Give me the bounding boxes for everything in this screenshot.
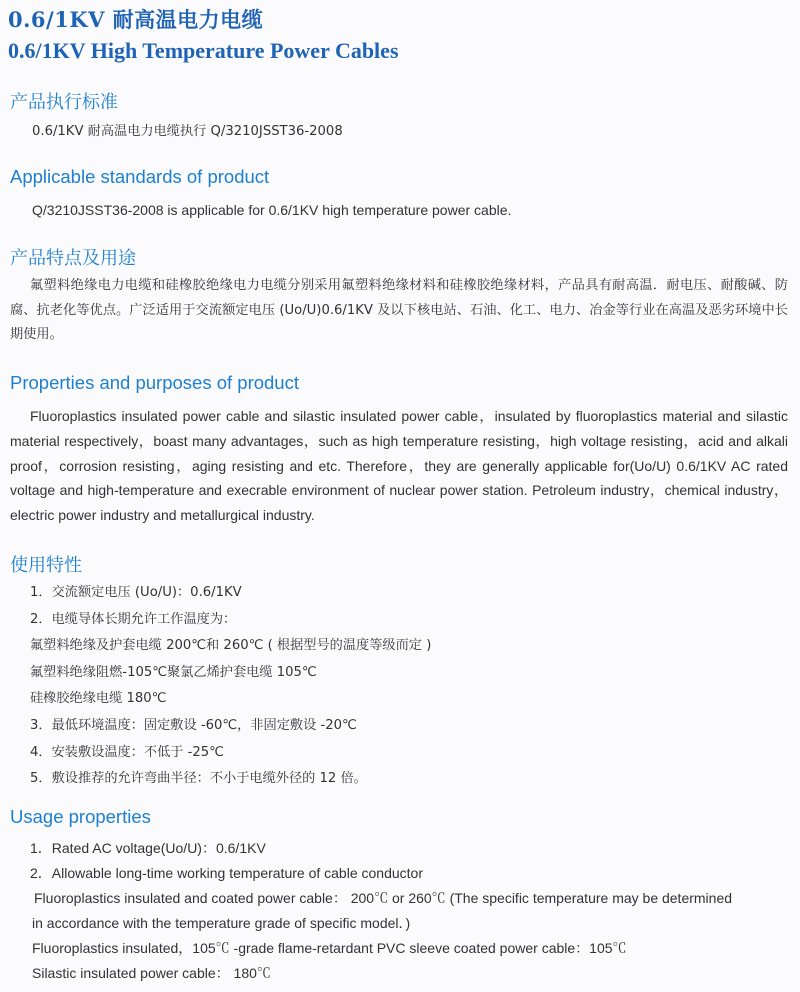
usage-item-en: in accordance with the temperature grade of specific model．) xyxy=(32,915,411,931)
page-title-en: 0.6/1KV High Temperature Power Cables xyxy=(8,38,399,63)
heading-properties-cn: 产品特点及用途 xyxy=(10,248,136,269)
usage-item-cn: 4．安装敷设温度：不低于 -25℃ xyxy=(30,744,224,760)
usage-item-en: Silastic insulated power cable： 180℃ xyxy=(32,965,271,981)
usage-item-en: Fluoroplastics insulated and coated power cable： 200℃ or 260℃ (The specific temperature may be determined xyxy=(34,890,733,906)
usage-item-cn: 5．敷设推荐的允许弯曲半径：不小于电缆外径的 12 倍。 xyxy=(30,771,367,787)
properties-text-en: Fluoroplastics insulated power cable and silastic insulated power cable，insulated by fluoroplastics material and silastic material respectively，boast many advantages，such as high temperature resisting，high voltage resisting，acid and alkali proof，corrosion resisting，aging resisting and etc. Therefore，they are generally applicable for(Uo/U) 0.6/1KV AC rated voltage and high-temperature and execrable environment of nuclear power station. Petroleum industry，chemical industry，electric power industry and metallurgical industry. xyxy=(10,408,788,524)
usage-item-en: Fluoroplastics insulated，105℃ -grade flame-retardant PVC sleeve coated power cable：105℃ xyxy=(32,940,627,956)
usage-list-cn xyxy=(0,580,431,793)
usage-item-en: 1．Rated AC voltage(Uo/U)：0.6/1KV xyxy=(30,840,266,856)
standards-text-en: Q/3210JSST36-2008 is applicable for 0.6/1KV high temperature power cable. xyxy=(32,202,512,218)
usage-item-cn: 2．电缆导体长期允许工作温度为： xyxy=(30,611,237,627)
usage-item-cn: 氟塑料绝缘及护套电缆 200℃和 260℃ ( 根据型号的温度等级而定 ) xyxy=(30,638,432,654)
usage-item-cn: 硅橡胶绝缘电缆 180℃ xyxy=(30,691,167,707)
heading-usage-cn: 使用特性 xyxy=(10,555,82,576)
usage-item-cn: 1．交流额定电压 (Uo/U)：0.6/1KV xyxy=(30,585,242,600)
page-title-cn: 0.6/1KV 耐高温电力电缆 xyxy=(8,7,264,32)
heading-standards-en: Applicable standards of product xyxy=(10,166,270,187)
usage-item-cn: 氟塑料绝缘阻燃-105℃聚氯乙烯护套电缆 105℃ xyxy=(30,664,317,680)
usage-item-cn: 3．最低环境温度：固定敷设 -60℃，非固定敷设 -20℃ xyxy=(30,717,357,733)
usage-item-en: 2．Allowable long-time working temperature of cable conductor xyxy=(30,865,423,881)
usage-list-en xyxy=(0,836,732,986)
heading-standards-cn: 产品执行标准 xyxy=(10,92,118,113)
heading-properties-en: Properties and purposes of product xyxy=(10,372,299,393)
heading-usage-en: Usage properties xyxy=(10,806,151,827)
properties-text-cn: 氟塑料绝缘电力电缆和硅橡胶绝缘电力电缆分别采用氟塑料绝缘材料和硅橡胶绝缘材料，产品具有耐高温．耐电压、耐酸碱、防腐、抗老化等优点。广泛适用于交流额定电压 (Uo/U)0.6/1KV 及以下核电站、石油、化工、电力、冶金等行业在高温及恶劣环境中长期使用。 xyxy=(10,278,788,342)
standards-text-cn: 0.6/1KV 耐高温电力电缆执行 Q/3210JSST36-2008 xyxy=(32,124,343,139)
